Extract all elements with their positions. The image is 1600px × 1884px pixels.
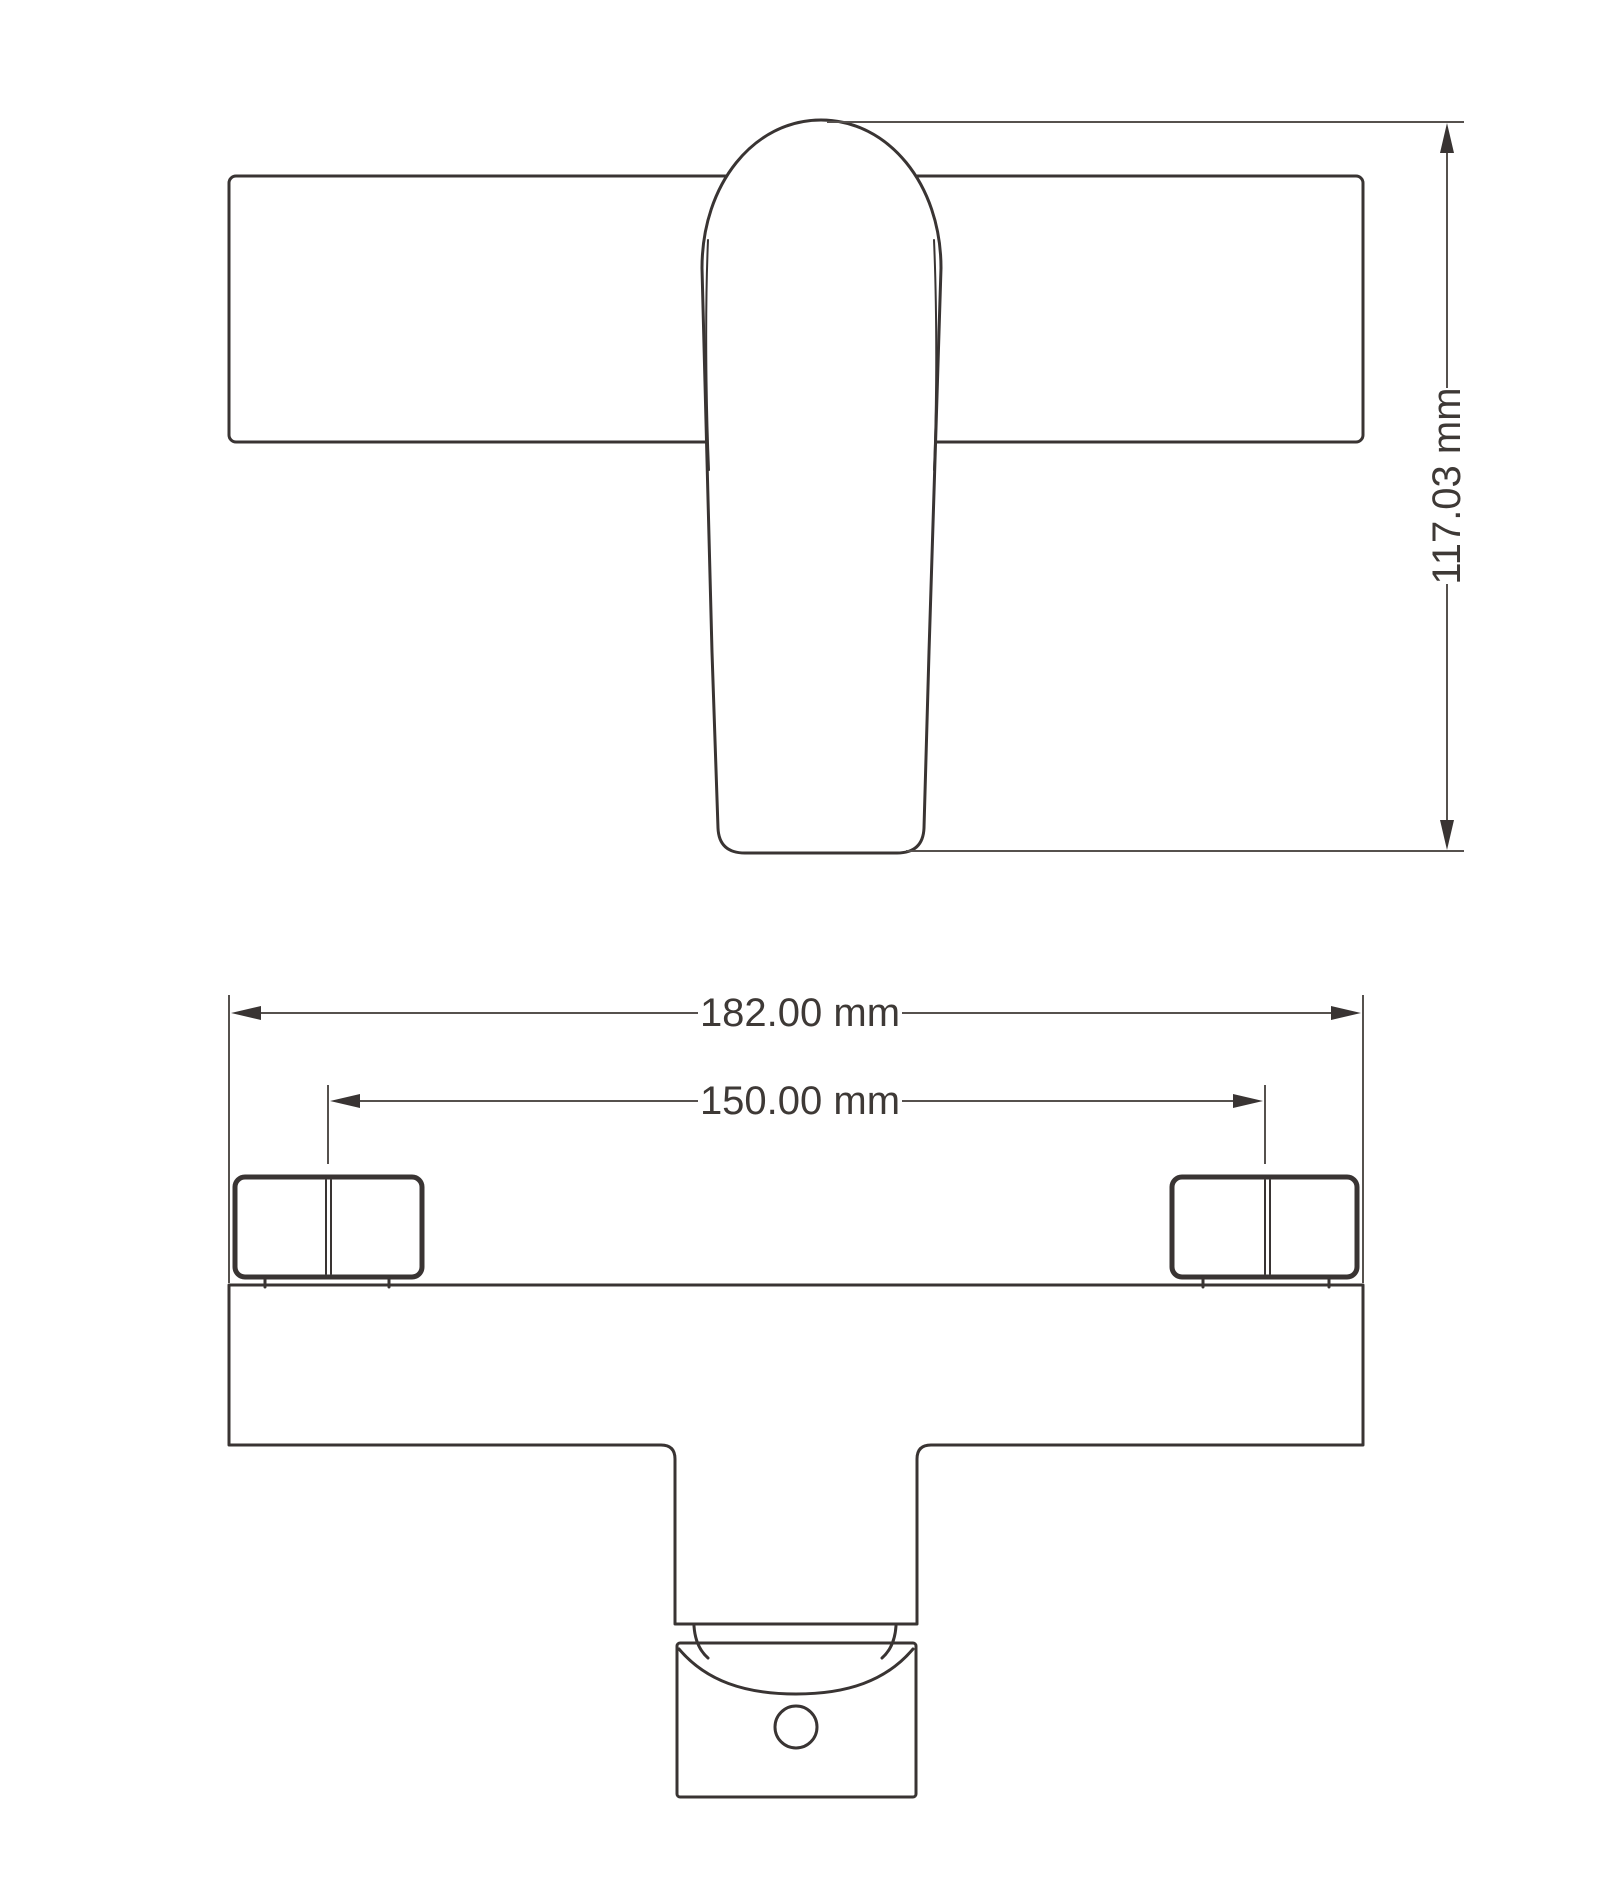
arrow-left-icon bbox=[330, 1094, 360, 1108]
overall-width-label: 182.00 mm bbox=[699, 991, 901, 1035]
arrow-up-icon bbox=[1440, 123, 1454, 153]
arrow-right-icon bbox=[1233, 1094, 1263, 1108]
arrow-right-icon bbox=[1331, 1006, 1361, 1020]
connection-centers-label: 150.00 mm bbox=[699, 1079, 901, 1123]
arrow-down-icon bbox=[1440, 820, 1454, 850]
front-view bbox=[229, 1177, 1363, 1797]
left-connector-block bbox=[235, 1177, 422, 1277]
front-view-body bbox=[229, 1285, 1363, 1624]
top-view bbox=[229, 120, 1363, 853]
spout-end-box bbox=[677, 1643, 916, 1797]
arrow-left-icon bbox=[231, 1006, 261, 1020]
height-dimension-label: 117.03 mm bbox=[1425, 387, 1469, 585]
top-view-handle bbox=[702, 120, 941, 853]
connection-centers-dimension bbox=[328, 1079, 1265, 1164]
